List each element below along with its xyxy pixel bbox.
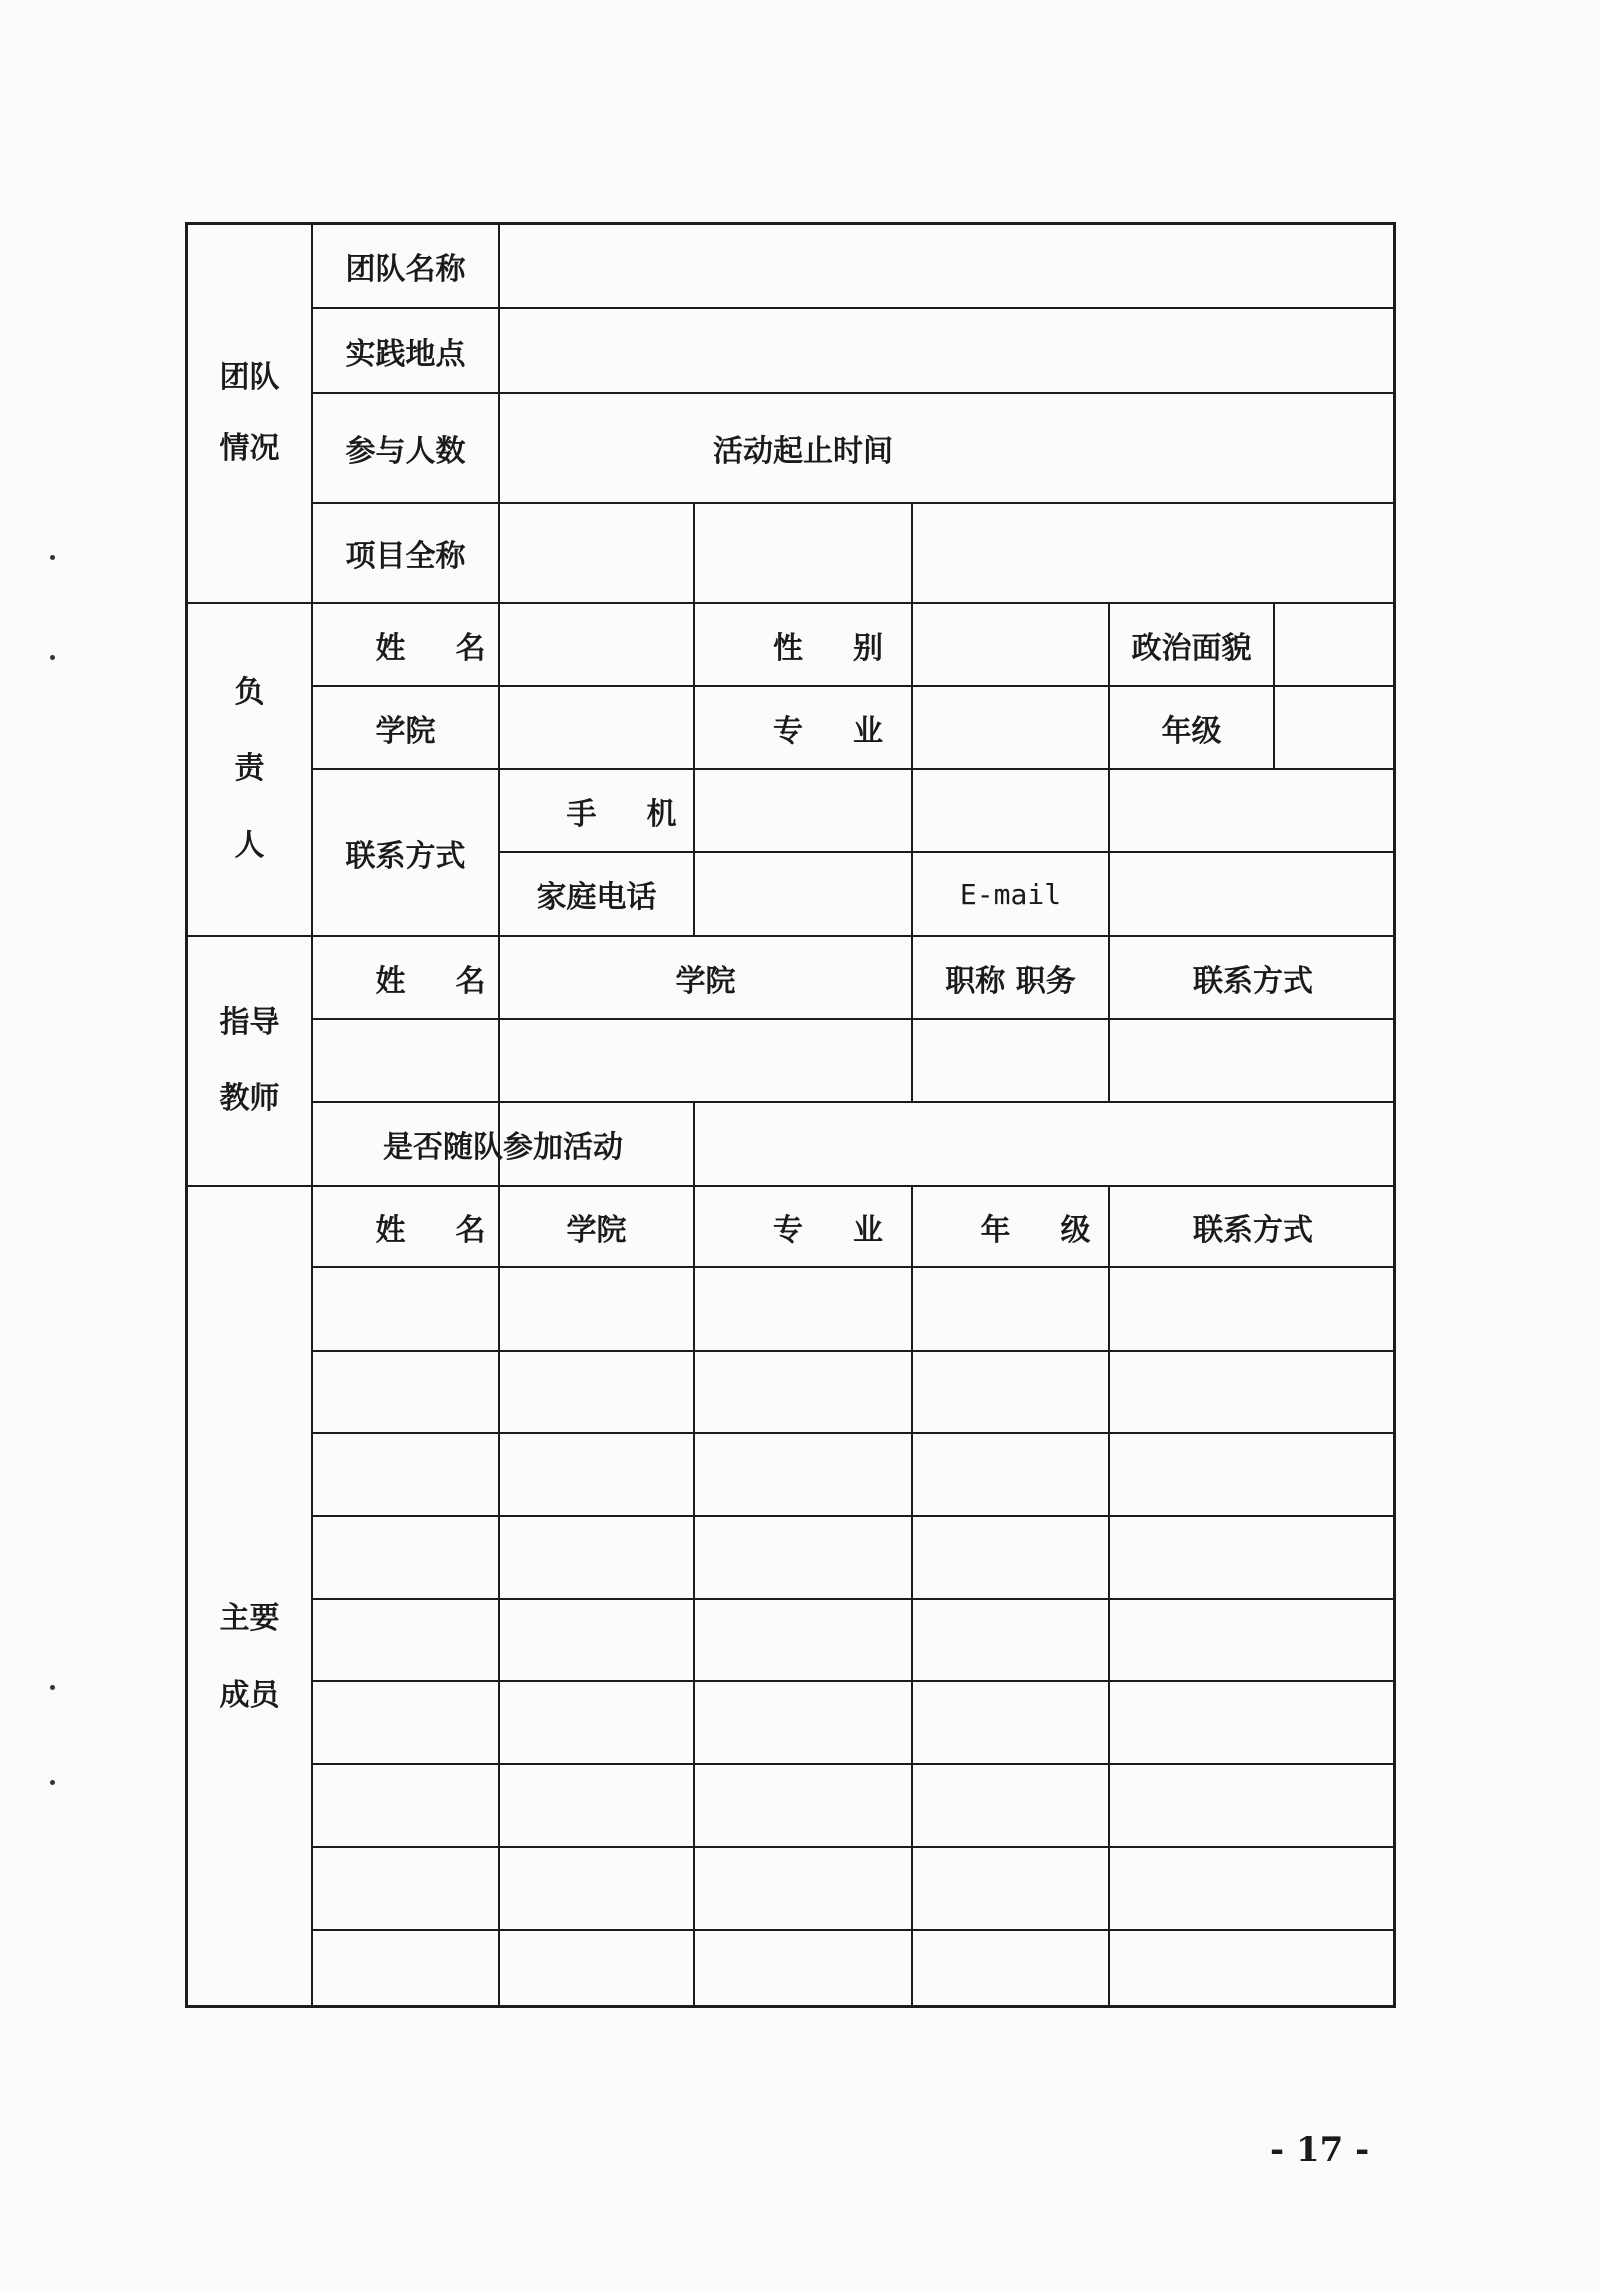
member-row[interactable] (313, 1765, 1396, 1846)
member-row[interactable] (313, 1931, 1396, 2008)
member-row[interactable] (313, 1352, 1396, 1432)
member-name-header: 姓名 (375, 1212, 536, 1248)
member-contact-header: 联系方式 (1193, 1212, 1313, 1248)
binding-hole-mark (50, 1685, 55, 1690)
advisor-name-header: 姓名 (375, 963, 536, 999)
accompany-field[interactable] (695, 1103, 1396, 1185)
advisor-college-header: 学院 (675, 963, 736, 999)
advisor-section-label: 指导 教师 (219, 1004, 280, 1116)
leader-grade-field[interactable] (1275, 687, 1396, 768)
leader-gender-field[interactable] (913, 604, 1108, 685)
member-row[interactable] (313, 1517, 1396, 1598)
advisor-contact-header: 联系方式 (1193, 963, 1313, 999)
leader-major-field[interactable] (913, 687, 1108, 768)
member-college-header: 学院 (566, 1212, 627, 1248)
mobile-label: 手机 (566, 796, 727, 832)
project-full-name-field[interactable] (500, 504, 1396, 602)
team-name-label: 团队名称 (345, 252, 466, 287)
email-label: E-mail (959, 877, 1062, 911)
members-section-label: 主要 成员 (219, 1601, 280, 1713)
participant-count-label: 参与人数 (345, 434, 466, 469)
home-phone-label: 家庭电话 (536, 880, 657, 915)
binding-hole-mark (50, 555, 55, 560)
political-status-label: 政治面貌 (1131, 630, 1252, 666)
activity-period-label: 活动起止时间 (713, 434, 893, 469)
member-row[interactable] (313, 1268, 1396, 1350)
application-form-table (185, 222, 1396, 2008)
binding-hole-mark (50, 1780, 55, 1785)
leader-college-field[interactable] (500, 687, 693, 768)
practice-location-label: 实践地点 (345, 336, 466, 372)
member-grade-header: 年级 (980, 1212, 1141, 1248)
political-status-field[interactable] (1275, 604, 1396, 685)
accompany-label: 是否随队参加活动 (383, 1130, 623, 1165)
team-info-section-label: 团队 情况 (219, 360, 280, 466)
leader-grade-label: 年级 (1161, 713, 1222, 749)
participant-count-field[interactable] (500, 394, 693, 502)
advisor-contact-field[interactable] (1110, 1020, 1396, 1101)
practice-location-field[interactable] (500, 309, 1396, 392)
home-phone-field[interactable] (695, 853, 911, 935)
mobile-field[interactable] (695, 770, 1396, 851)
leader-section-label: 负 责 人 (234, 674, 265, 863)
email-field[interactable] (1110, 853, 1396, 935)
leader-college-label: 学院 (375, 713, 436, 749)
activity-period-field[interactable] (913, 394, 1396, 502)
advisor-title-header: 职称 职务 (945, 963, 1076, 999)
member-row[interactable] (313, 1848, 1396, 1929)
leader-name-field[interactable] (500, 604, 693, 685)
member-row[interactable] (313, 1434, 1396, 1515)
leader-name-label: 姓名 (375, 630, 536, 666)
member-row[interactable] (313, 1600, 1396, 1680)
binding-hole-mark (50, 655, 55, 660)
leader-contact-label: 联系方式 (345, 838, 466, 874)
member-row[interactable] (313, 1682, 1396, 1763)
advisor-name-field[interactable] (313, 1020, 498, 1101)
member-major-header: 专业 (773, 1212, 933, 1248)
advisor-title-field[interactable] (913, 1020, 1108, 1101)
advisor-college-field[interactable] (500, 1020, 911, 1101)
leader-gender-label: 性别 (773, 630, 933, 666)
project-full-name-label: 项目全称 (345, 539, 466, 574)
leader-major-label: 专业 (773, 713, 933, 749)
page-number: - 17 - (1270, 2130, 1370, 2170)
team-name-field[interactable] (500, 225, 1396, 307)
